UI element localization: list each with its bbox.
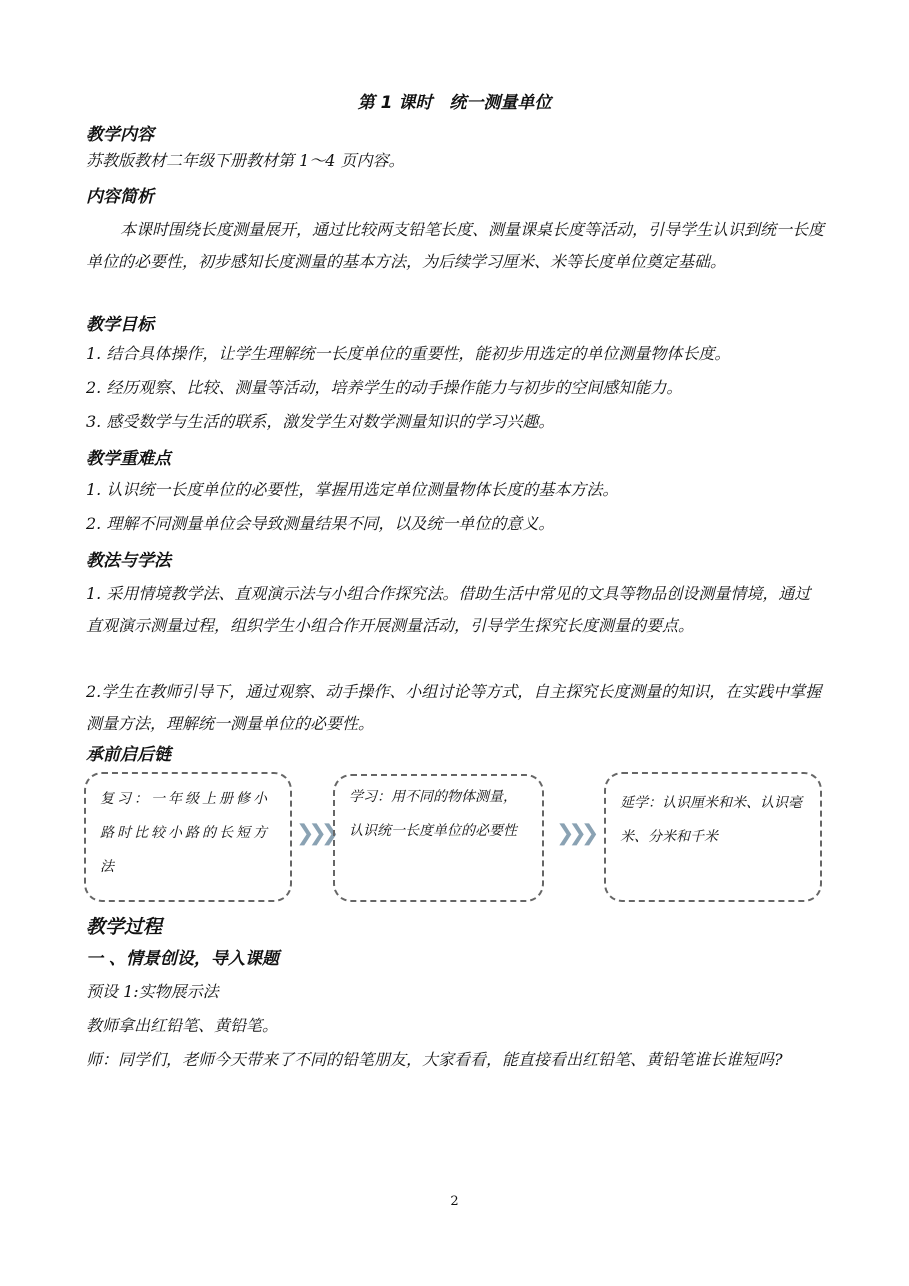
goal-item-1: 1. 结合具体操作，让学生理解统一长度单位的重要性，能初步用选定的单位测量物体长度。 — [86, 344, 731, 363]
process-line-1: 预设 1:实物展示法 — [86, 982, 219, 1001]
heading-content: 教学内容 — [86, 125, 154, 145]
heading-keypoints: 教学重难点 — [86, 449, 171, 469]
process-line-2: 教师拿出红铅笔、黄铅笔。 — [86, 1016, 279, 1035]
summary-text: 本课时围绕长度测量展开，通过比较两支铅笔长度、测量课桌长度等活动，引导学生认识到统一长度单位的必要性，初步感知长度测量的基本方法，为后续学习厘米、米等长度单位奠定基础。 — [86, 220, 825, 271]
keypoint-item-1: 1. 认识统一长度单位的必要性，掌握用选定单位测量物体长度的基本方法。 — [86, 480, 619, 499]
process-line-3: 师：同学们，老师今天带来了不同的铅笔朋友，大家看看，能直接看出红铅笔、黄铅笔谁长谁短吗? — [86, 1050, 783, 1069]
heading-links: 承前启后链 — [86, 745, 171, 765]
chevron-right-icon-2: ❯❯❯ — [556, 821, 594, 846]
goal-item-3: 3. 感受数学与生活的联系，激发学生对数学测量知识的学习兴趣。 — [86, 412, 555, 431]
goal-item-2: 2. 经历观察、比较、测量等活动，培养学生的动手操作能力与初步的空间感知能力。 — [86, 378, 683, 397]
content-text: 苏教版教材二年级下册教材第 1～4 页内容。 — [86, 151, 405, 170]
heading-process: 教学过程 — [86, 916, 163, 938]
link-box-review: 复习：一年级上册修小路时比较小路的长短方法 — [84, 772, 292, 902]
method-item-2: 2.学生在教师引导下，通过观察、动手操作、小组讨论等方式，自主探究长度测量的知识，在实践中掌握测量方法，理解统一测量单位的必要性。 — [86, 682, 822, 733]
heading-methods: 教法与学法 — [86, 551, 171, 571]
method-item-1: 1. 采用情境教学法、直观演示法与小组合作探究法。借助生活中常见的文具等物品创设测量情境，通过直观演示测量过程，组织学生小组合作开展测量活动，引导学生探究长度测量的要点。 — [86, 584, 811, 635]
process-step-1: 一 、情景创设，导入课题 — [86, 949, 279, 969]
keypoint-item-2: 2. 理解不同测量单位会导致测量结果不同，以及统一单位的意义。 — [86, 514, 555, 533]
lesson-title: 第 1 课时 统一测量单位 — [357, 93, 552, 113]
heading-summary: 内容简析 — [86, 187, 154, 207]
page-number: 2 — [450, 1194, 459, 1209]
heading-goals: 教学目标 — [86, 315, 154, 335]
chevron-right-icon: ❯❯❯ — [296, 821, 334, 846]
link-box-extend: 延学：认识厘米和米、认识毫米、分米和千米 — [604, 772, 822, 902]
link-box-learn: 学习：用不同的物体测量，认识统一长度单位的必要性 — [333, 774, 544, 902]
